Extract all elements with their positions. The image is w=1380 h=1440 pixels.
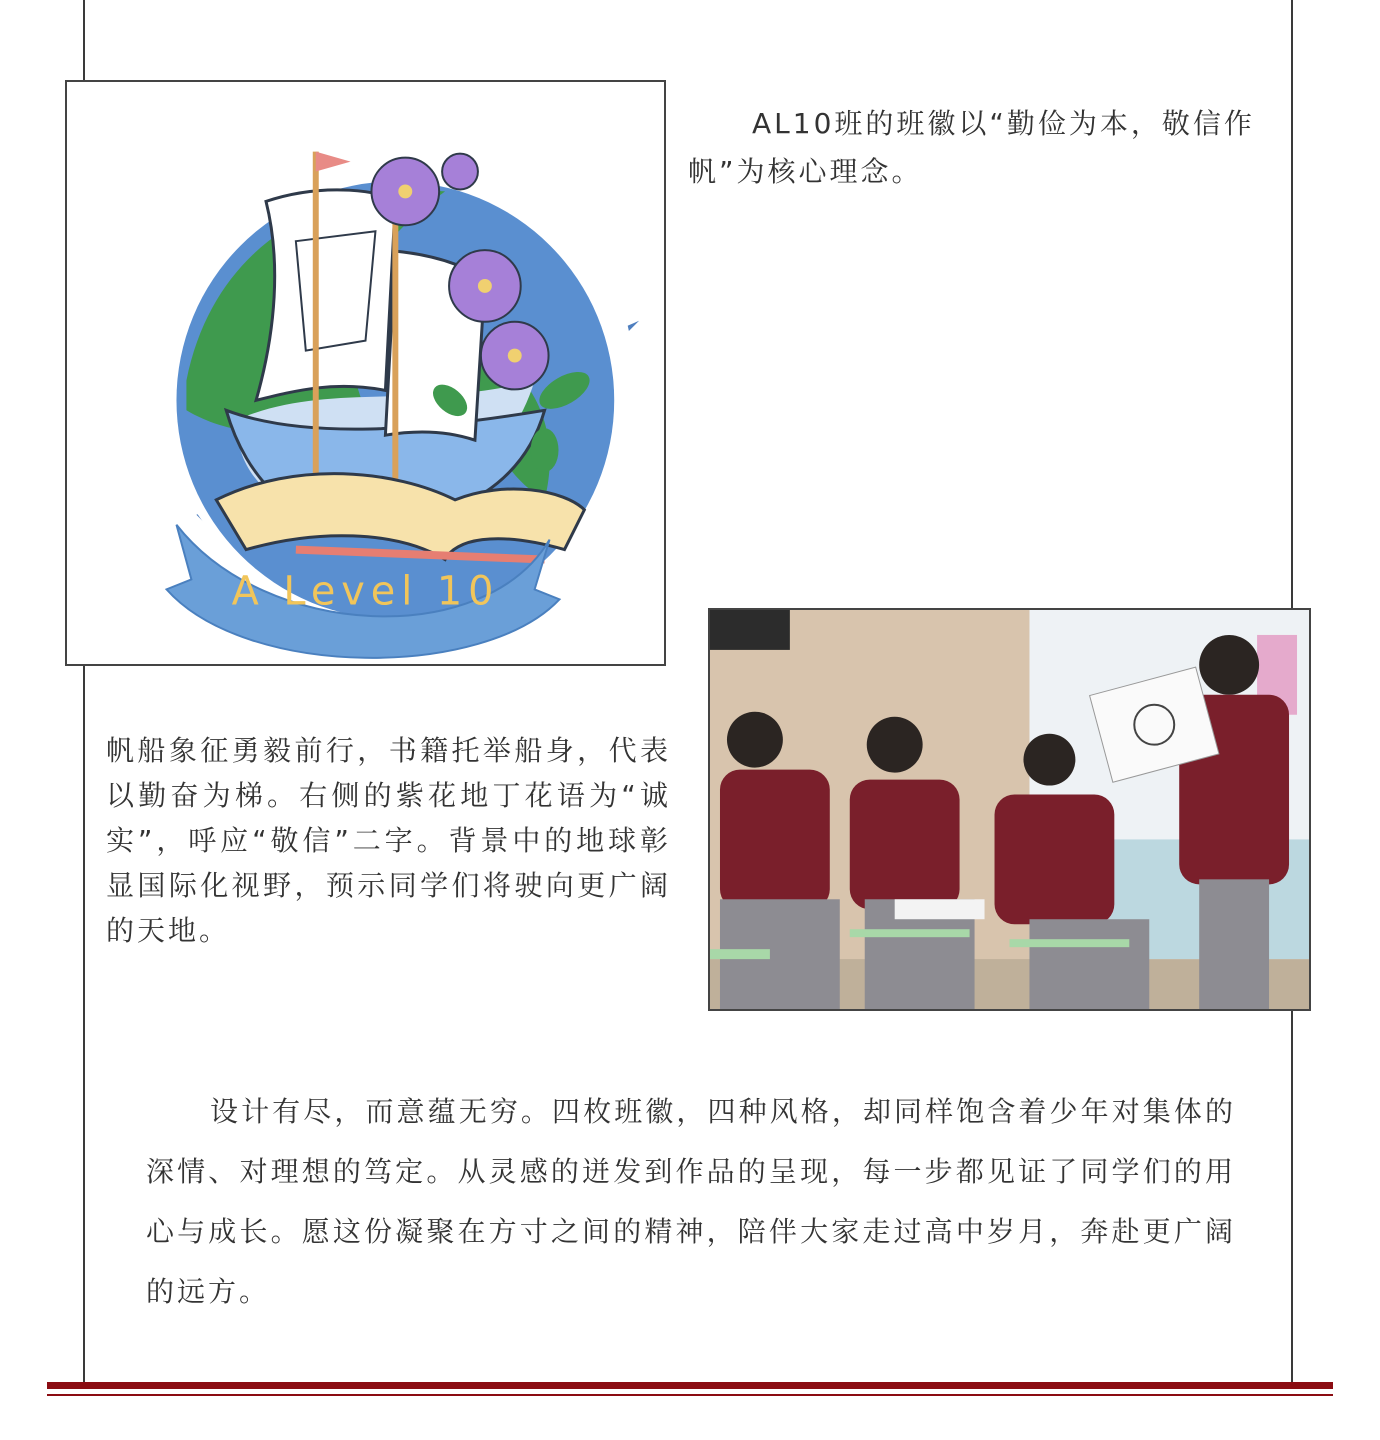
footer-divider-thick: [47, 1382, 1333, 1389]
students-presenting-photo: [708, 608, 1311, 1011]
symbolism-paragraph: 帆船象征勇毅前行，书籍托举船身，代表以勤奋为梯。右侧的紫花地丁花语为“诚实”，呼应“敬信”二字。背景中的地球彰显国际化视野，预示同学们将驶向更广阔的天地。: [106, 734, 671, 947]
emblem-banner-text: A Level 10: [231, 568, 500, 615]
class-emblem-image: [65, 80, 666, 666]
class-emblem-icon: [67, 82, 664, 664]
closing-paragraph: 设计有尽，而意蕴无穷。四枚班徽，四种风格，却同样饱含着少年对集体的深情、对理想的笃定。从灵感的迸发到作品的呈现，每一步都见证了同学们的用心与成长。愿这份凝聚在方寸之间的精神，陪伴大家走过高中岁月，奔赴更广阔的远方。: [146, 1095, 1236, 1308]
photo-icon: [710, 610, 1309, 1009]
footer-divider-thin: [47, 1394, 1333, 1396]
intro-paragraph: AL10班的班徽以“勤俭为本，敬信作帆”为核心理念。: [688, 107, 1255, 188]
